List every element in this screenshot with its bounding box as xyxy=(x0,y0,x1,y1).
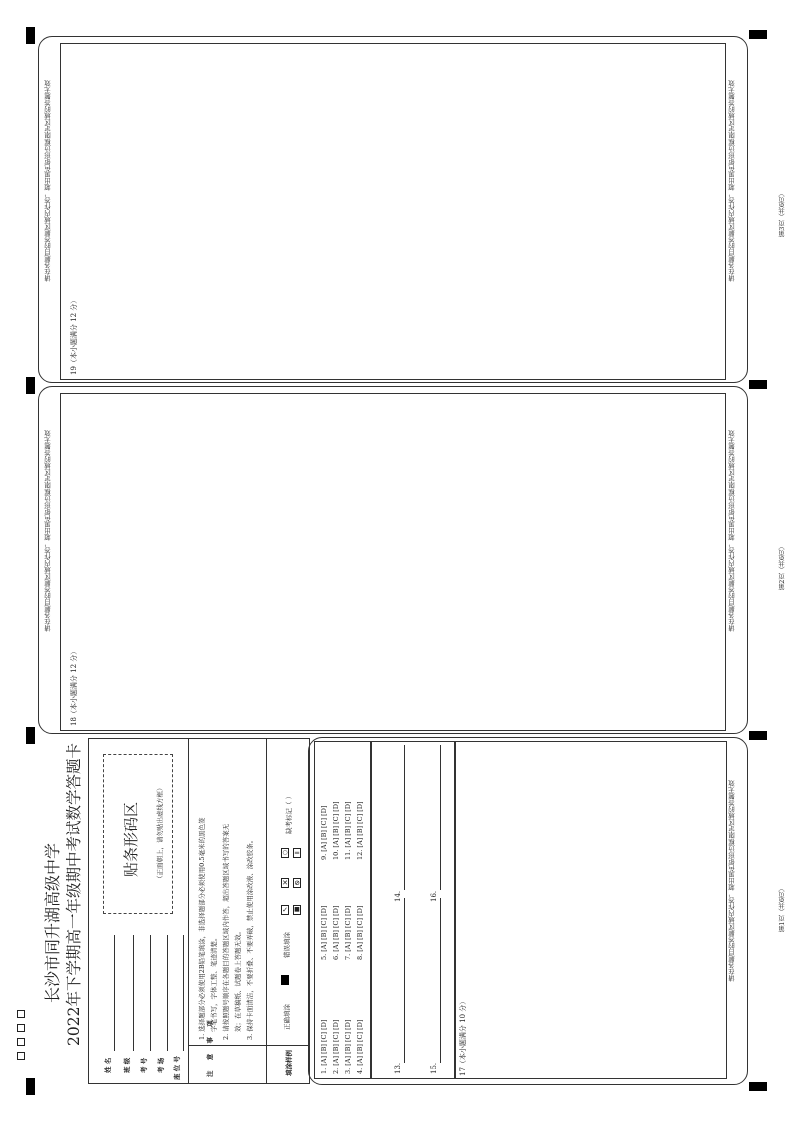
page-number-2: 第2页（共6页） xyxy=(778,543,786,591)
divider xyxy=(266,738,267,1084)
wrong-fill-circle-icon: ○ xyxy=(282,849,288,856)
warning-text: 请在各题目的答题区域内作答，超出黑色矩形边框限定区域的答题无效 xyxy=(728,780,736,982)
timing-mark xyxy=(26,1078,35,1095)
mc-row[interactable]: 9. [A] [B] [C] [D] xyxy=(320,805,328,860)
blank-16-label: 16. xyxy=(430,890,438,902)
mc-row[interactable]: 1. [A] [B] [C] [D] xyxy=(320,1019,328,1074)
field-class-line[interactable] xyxy=(133,935,134,1051)
binding-square xyxy=(17,1052,25,1060)
correct-fill-mark xyxy=(281,975,289,985)
warning-text: 请在各题目的答题区域内作答，超出黑色矩形边框限定区域的答题无效 xyxy=(728,80,736,282)
wrong-fill-dot-icon: ■ xyxy=(294,906,300,913)
note-line: 1. 选择题部分必须使用2B铅笔填涂，非选择题部分必须使用0.5毫米的黑色签 xyxy=(198,817,206,1040)
question-19-label: 19（本小题满分 12 分） xyxy=(70,296,78,375)
mc-row[interactable]: 5. [A] [B] [C] [D] xyxy=(320,905,328,960)
wrong-fill-cross-icon: ✕ xyxy=(282,879,288,887)
wrong-fill-check-icon: ✓ xyxy=(282,906,288,914)
blank-15-line[interactable] xyxy=(440,898,441,1063)
warning-text: 请在各题目的答题区域内作答，超出黑色矩形边框限定区域的答题无效 xyxy=(44,80,52,282)
mc-row[interactable]: 4. [A] [B] [C] [D] xyxy=(356,1019,364,1074)
note-line: 字笔书写，字体工整、笔迹清楚。 xyxy=(210,934,218,1032)
page-number-3: 第3页（共6页） xyxy=(778,190,786,238)
question-17-label: 17（本小题满分 10 分） xyxy=(459,997,467,1076)
exam-title: 2022年下学期高一年级期中考试数学答题卡 xyxy=(65,743,83,1046)
divider xyxy=(188,1045,266,1046)
answer-panel-1 xyxy=(308,737,748,1085)
mc-row[interactable]: 8. [A] [B] [C] [D] xyxy=(356,905,364,960)
wrong-fill-label: 错误填涂 xyxy=(283,932,291,958)
field-room-line[interactable] xyxy=(167,935,168,1051)
mc-row[interactable]: 12. [A] [B] [C] [D] xyxy=(356,801,364,860)
note-line: 效；在草稿纸、试题卷上答题无效。 xyxy=(234,928,242,1032)
timing-mark xyxy=(26,27,35,44)
field-id-line[interactable] xyxy=(150,935,151,1051)
field-name-label: 姓 名 xyxy=(104,1057,112,1073)
blank-13-label: 13. xyxy=(394,1062,402,1074)
correct-fill-label: 正确填涂 xyxy=(283,1004,291,1030)
binding-square xyxy=(17,1024,25,1032)
timing-mark xyxy=(749,1082,767,1091)
mc-row[interactable]: 7. [A] [B] [C] [D] xyxy=(344,905,352,960)
timing-mark xyxy=(749,380,767,389)
mc-row[interactable]: 10. [A] [B] [C] [D] xyxy=(332,801,340,860)
absent-mark-label[interactable]: 缺考标记（ ） xyxy=(285,792,293,834)
wrong-fill-slash-icon: ⊘ xyxy=(294,879,300,887)
notes-label: 注 意 事 项 xyxy=(206,1016,214,1077)
blank-14-line[interactable] xyxy=(404,745,405,890)
mc-row[interactable]: 11. [A] [B] [C] [D] xyxy=(344,801,352,860)
fill-example-label: 填涂样例 xyxy=(285,1050,293,1076)
field-id-label: 考 号 xyxy=(140,1057,148,1073)
school-name: 长沙市同升湖高级中学 xyxy=(43,842,62,1003)
blank-16-line[interactable] xyxy=(440,745,441,890)
timing-mark xyxy=(26,377,35,394)
binding-square xyxy=(17,1038,25,1046)
binding-square xyxy=(17,1010,25,1018)
blank-14-label: 14. xyxy=(394,890,402,902)
answer-box-18[interactable] xyxy=(60,393,726,731)
barcode-hint: （正面朝上，请勿贴出虚线方框） xyxy=(156,784,164,882)
timing-mark xyxy=(749,731,767,740)
page-number-1: 第1页（共6页） xyxy=(778,885,786,933)
warning-text: 请在各题目的答题区域内作答，超出黑色矩形边框限定区域的答题无效 xyxy=(728,430,736,632)
barcode-title: 贴条形码区 xyxy=(122,801,140,877)
note-line: 3. 保持卡面清洁，不要折叠、不要弄破，禁止使用涂改液、涂改胶条。 xyxy=(246,836,254,1040)
field-name-line[interactable] xyxy=(114,935,115,1051)
question-18-label: 18（本小题满分 12 分） xyxy=(70,647,78,726)
note-line: 2. 请按照题号顺序在各题目的答题区域内作答，超出答题区域书写的答案无 xyxy=(222,823,230,1040)
divider xyxy=(266,1045,310,1046)
field-seat-line[interactable] xyxy=(183,935,184,1051)
warning-text: 请在各题目的答题区域内作答，超出黑色矩形边框限定区域的答题无效 xyxy=(44,430,52,632)
answer-box-19[interactable] xyxy=(60,43,726,380)
timing-mark xyxy=(26,727,35,744)
wrong-fill-line-icon: ═ xyxy=(294,849,300,857)
answer-panel-19 xyxy=(38,36,748,383)
timing-mark xyxy=(749,30,767,39)
blank-15-label: 15. xyxy=(430,1062,438,1074)
divider xyxy=(188,738,189,1084)
answer-panel-18 xyxy=(38,386,748,734)
answer-box-17[interactable] xyxy=(455,741,727,1079)
field-class-label: 班 级 xyxy=(123,1057,131,1073)
mc-row[interactable]: 6. [A] [B] [C] [D] xyxy=(332,905,340,960)
mc-row[interactable]: 3. [A] [B] [C] [D] xyxy=(344,1019,352,1074)
blank-13-line[interactable] xyxy=(404,898,405,1063)
mc-row[interactable]: 2. [A] [B] [C] [D] xyxy=(332,1019,340,1074)
blank-block xyxy=(371,741,455,1079)
field-room-label: 考 场 xyxy=(157,1057,165,1073)
field-seat-label: 座 位 号 xyxy=(173,1055,181,1080)
